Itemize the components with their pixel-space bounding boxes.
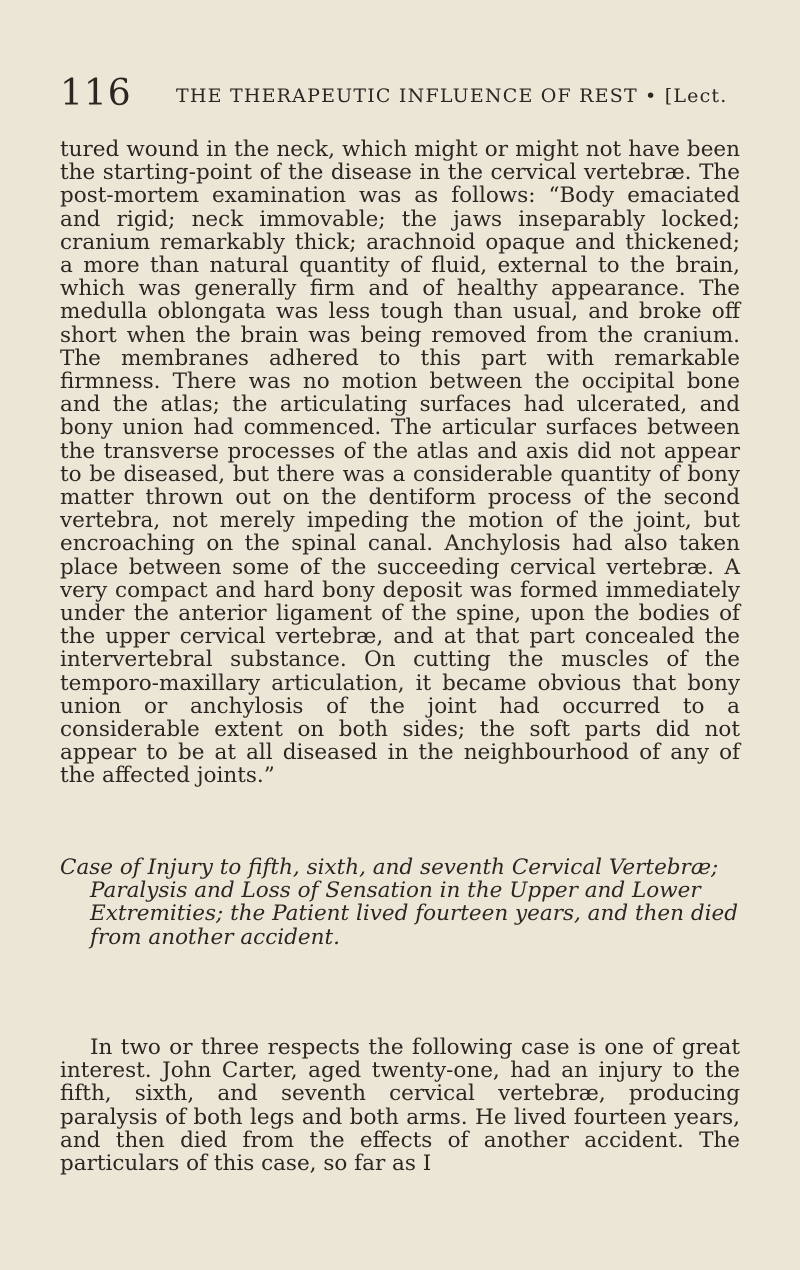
body-paragraph-autopsy: tured wound in the neck, which might or might not have been the starting-point of the disease in the cervical vertebræ. The post-mortem examination was as follows: “Body emaciated and rigid; neck immovable; the jaws inseparably locked; cranium remarkably thick; arachnoid opaque and thickened; a more than natural quantity of fluid, external to the brain, which was generally firm and of healthy appearance. The medulla oblongata was less tough than usual, and broke off short when the brain was being removed from the cranium. The membranes adhered to this part with remarkable firmness. There was no motion between the occipital bone and the atlas; the articulating surfaces had ulcerated, and bony union had commenced. The articular surfaces between the transverse processes of the atlas and axis did not appear to be diseased, but there was a considerable quantity of bony matter thrown out on the dentiform process of the second vertebra, not merely impeding the motion of the joint, but encroaching on the spinal canal. Anchylosis had also taken place between some of the succeeding cervical vertebræ. A very compact and hard bony deposit was formed immediately under the anterior ligament of the spine, upon the bodies of the upper cervical vertebræ, and at that part concealed the intervertebral substance. On cutting the muscles of the temporo-maxillary articulation, it became obvious that bony union or anchylosis of the joint had occurred to a considerable extent on both sides; the soft parts did not appear to be at all diseased in the neighbourhood of any of the affected joints.” <box>60 137 740 789</box>
page-header <box>60 72 746 120</box>
case-heading <box>60 856 740 949</box>
case-heading-line1: Case of Injury to fifth, sixth, and seventh Cervical Vertebræ; <box>60 855 719 880</box>
running-title: THE THERAPEUTIC INFLUENCE OF REST • [Lect. <box>176 85 728 107</box>
case-heading-line2: Paralysis and Loss of Sensation in the Upper and Lower Extremities; the Patient lived fourteen years, and then died from another accident. <box>90 878 738 950</box>
body-paragraph-case: In two or three respects the following case is one of great interest. John Carter, aged twenty-one, had an injury to the fifth, sixth, and seventh cervical vertebræ, producing paralysis of both legs and both arms. He lived fourteen years, and then died from the effects of another accident. The particulars of this case, so far as I <box>60 1035 740 1177</box>
page-number: 116 <box>60 73 132 114</box>
